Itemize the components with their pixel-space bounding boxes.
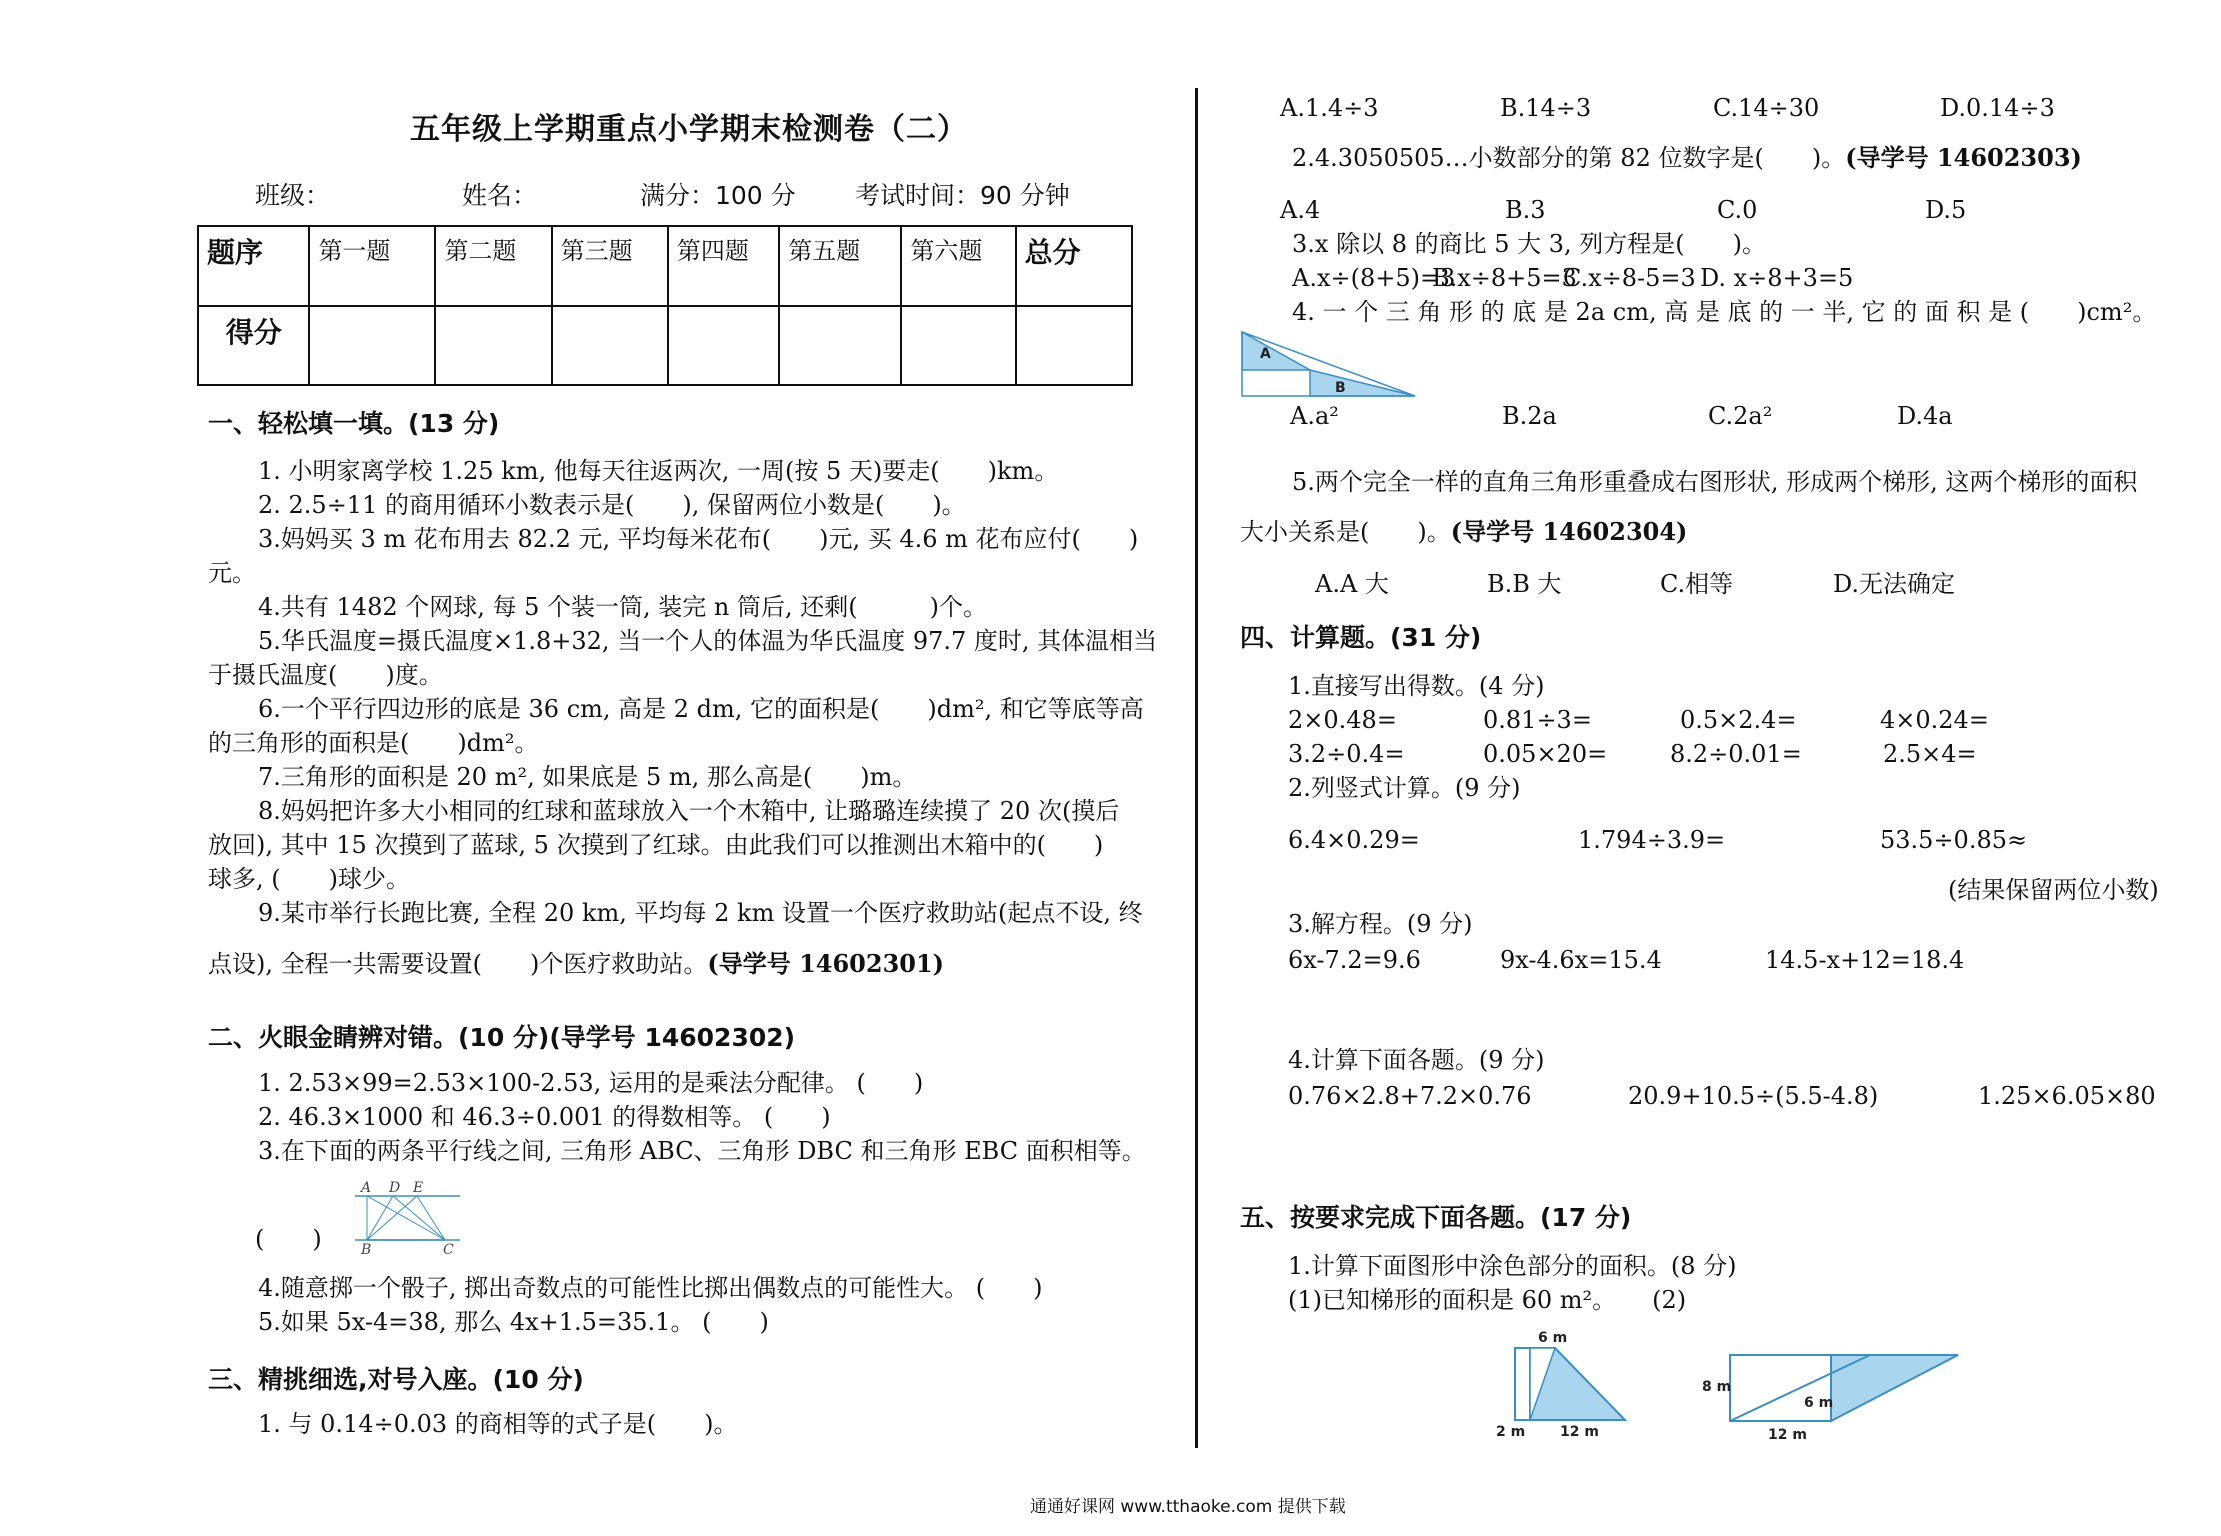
trapezoid-figure [1490,1330,1640,1440]
s1-q6: 6.一个平行四边形的底是 36 cm, 高是 2 dm, 它的面积是( )dm², 和它等底等高 [258,695,1144,723]
q3-option-c: C.x÷8-5=3 [1563,264,1696,292]
vertical-1: 6.4×0.29= [1288,826,1420,854]
label-d: D [389,1180,401,1196]
q2-option-b: B.3 [1505,196,1546,224]
header-cell: 题序 [198,226,309,306]
composite-figure [1700,1345,1960,1445]
s1-q7: 7.三角形的面积是 20 m², 如果底是 5 m, 那么高是( )m。 [258,763,917,791]
header-cell: 第一题 [309,226,435,306]
equation-2: 9x-4.6x=15.4 [1500,946,1662,974]
s1-q9-cont: 点设), 全程一共需要设置( )个医疗救助站。 [208,950,708,978]
row-label: 得分 [198,306,309,385]
calc-8: 2.5×4= [1883,740,1977,768]
s4-q2: 2.列竖式计算。(9 分) [1288,774,1521,802]
rounding-note: (结果保留两位小数) [1948,876,2159,904]
s1-q8-cont2: 球多, ( )球少。 [208,865,410,893]
header-cell: 第六题 [901,226,1015,306]
vertical-2: 1.794÷3.9= [1578,826,1726,854]
q2-option-d: D.5 [1925,196,1967,224]
expr-1: 0.76×2.8+7.2×0.76 [1288,1082,1532,1110]
s1-q5: 5.华氏温度=摄氏温度×1.8+32, 当一个人的体温为华氏温度 97.7 度时, 其体温相当 [258,627,1158,655]
label-8m: 8 m [1702,1379,1732,1395]
label-b: B [1335,380,1346,396]
label-12m: 12 m [1768,1427,1807,1443]
s4-q3: 3.解方程。(9 分) [1288,910,1473,938]
s4-q1: 1.直接写出得数。(4 分) [1288,672,1545,700]
q1-option-c: C.14÷30 [1713,94,1820,122]
s2-q3: 3.在下面的两条平行线之间, 三角形 ABC、三角形 DBC 和三角形 EBC 面积相等。 [258,1137,1146,1165]
label-e: E [413,1180,424,1196]
q2: 2.4.3050505…小数部分的第 82 位数字是( )。 [1292,144,1846,172]
header-cell: 第三题 [552,226,668,306]
s2-q1: 1. 2.53×99=2.53×100-2.53, 运用的是乘法分配律。 ( ) [258,1069,924,1097]
name-label: 姓名： [462,181,538,210]
s3-q1: 1. 与 0.14÷0.03 的商相等的式子是( )。 [258,1410,738,1438]
s1-q8-cont: 放回), 其中 15 次摸到了蓝球, 5 次摸到了红球。由此我们可以推测出木箱中的( ) [208,831,1104,859]
calc-2: 0.81÷3= [1483,706,1592,734]
parallel-lines-figure [355,1180,465,1258]
header-cell: 总分 [1016,226,1132,306]
score-cell[interactable] [435,306,551,385]
q3-option-b: B.x÷8+5=3 [1432,264,1577,292]
s2-q5: 5.如果 5x-4=38, 那么 4x+1.5=35.1。 ( ) [258,1308,769,1336]
calc-7: 8.2÷0.01= [1670,740,1802,768]
calc-4: 4×0.24= [1880,706,1989,734]
column-divider [1195,88,1198,1448]
section4-heading: 四、计算题。(31 分) [1240,623,1482,652]
q1-option-a: A.1.4÷3 [1280,94,1379,122]
full-score-label: 满分：100 分 [640,181,796,210]
class-label: 班级： [255,181,331,210]
score-cell[interactable] [901,306,1015,385]
exam-time-label: 考试时间：90 分钟 [855,181,1070,210]
q5-option-d: D.无法确定 [1833,570,1956,598]
q2-line [1292,142,2082,174]
calc-6: 0.05×20= [1483,740,1608,768]
s1-q8: 8.妈妈把许多大小相同的红球和蓝球放入一个木箱中, 让璐璐连续摸了 20 次(摸后 [258,797,1120,825]
section2-heading: 二、火眼金睛辨对错。(10 分)(导学号 14602302) [208,1023,796,1052]
header-cell: 第二题 [435,226,551,306]
calc-1: 2×0.48= [1288,706,1397,734]
page-title: 五年级上学期重点小学期末检测卷（二） [410,112,968,147]
label-2m: 2 m [1496,1424,1526,1440]
q5-option-b: B.B 大 [1487,570,1562,598]
s1-q1: 1. 小明家离学校 1.25 km, 他每天往返两次, 一周(按 5 天)要走( )km。 [258,457,1059,485]
q4: 4. 一 个 三 角 形 的 底 是 2a cm, 高 是 底 的 一 半, 它 的 面 积 是 ( )cm²。 [1292,298,2157,326]
q5-line2-wrap [1240,516,1687,548]
q2-option-c: C.0 [1717,196,1758,224]
s1-q9-line2 [208,948,944,980]
s1-q3: 3.妈妈买 3 m 花布用去 82.2 元, 平均每米花布( )元, 买 4.6 m 花布应付( ) [258,525,1139,553]
equation-3: 14.5-x+12=18.4 [1765,946,1965,974]
expr-3: 1.25×6.05×80 [1978,1082,2156,1110]
label-6m: 6 m [1538,1330,1568,1346]
s1-q6-cont: 的三角形的面积是( )dm²。 [208,729,539,757]
vertical-3: 53.5÷0.85≈ [1880,826,2028,854]
section1-heading: 一、轻松填一填。(13 分) [208,409,500,438]
s2-q3-answer: ( ) [255,1225,322,1253]
score-cell[interactable] [552,306,668,385]
q5-line1: 5.两个完全一样的直角三角形重叠成右图形状, 形成两个梯形, 这两个梯形的面积 [1292,468,2138,496]
s1-q3-cont: 元。 [208,559,256,587]
q5-line2: 大小关系是( )。 [1240,518,1451,546]
score-cell[interactable] [668,306,779,385]
calc-5: 3.2÷0.4= [1288,740,1405,768]
q1-option-d: D.0.14÷3 [1940,94,2055,122]
q5-option-a: A.A 大 [1315,570,1389,598]
q4-option-a: A.a² [1290,402,1339,430]
label-b: B [361,1242,372,1258]
label-12m: 12 m [1560,1424,1599,1440]
q3-option-a: A.x÷(8+5)=3 [1292,264,1456,292]
q4-option-d: D.4a [1897,402,1953,430]
overlapping-triangles-figure [1240,330,1420,400]
q1-option-b: B.14÷3 [1500,94,1592,122]
footer-credit: 通通好课网 www.tthaoke.com 提供下载 [1030,1497,1346,1517]
q4-option-b: B.2a [1502,402,1557,430]
label-6m: 6 m [1804,1395,1834,1411]
label-a: A [1260,346,1271,362]
s1-q2: 2. 2.5÷11 的商用循环小数表示是( ), 保留两位小数是( )。 [258,491,966,519]
q5-option-c: C.相等 [1660,570,1734,598]
expr-2: 20.9+10.5÷(5.5-4.8) [1628,1082,1879,1110]
score-cell[interactable] [1016,306,1132,385]
s1-q9: 9.某市举行长跑比赛, 全程 20 km, 平均每 2 km 设置一个医疗救助站(起点不设, 终 [258,899,1143,927]
s2-q2: 2. 46.3×1000 和 46.3÷0.001 的得数相等。 ( ) [258,1103,831,1131]
section5-heading: 五、按要求完成下面各题。(17 分) [1240,1203,1632,1232]
s1-q4: 4.共有 1482 个网球, 每 5 个装一筒, 装完 n 筒后, 还剩( )个。 [258,593,987,621]
s1-q5-cont: 于摄氏温度( )度。 [208,661,443,689]
s5-q1-sub: (1)已知梯形的面积是 60 m²。 (2) [1288,1286,1687,1314]
header-cell: 第四题 [668,226,779,306]
score-table [197,225,1133,386]
header-cell: 第五题 [779,226,901,306]
q2-ref: (导学号 14602303) [1845,143,2082,172]
s1-q9-ref: (导学号 14602301) [707,949,945,978]
equation-1: 6x-7.2=9.6 [1288,946,1421,974]
score-cell[interactable] [779,306,901,385]
label-c: C [443,1242,454,1258]
q2-option-a: A.4 [1280,196,1321,224]
q3: 3.x 除以 8 的商比 5 大 3, 列方程是( )。 [1292,230,1766,258]
q3-option-d: D. x÷8+3=5 [1700,264,1854,292]
calc-3: 0.5×2.4= [1680,706,1797,734]
score-cell[interactable] [309,306,435,385]
q5-ref: (导学号 14602304) [1450,517,1688,546]
section3-heading: 三、精挑细选,对号入座。(10 分) [208,1365,584,1394]
s2-q4: 4.随意掷一个骰子, 掷出奇数点的可能性比掷出偶数点的可能性大。 ( ) [258,1274,1043,1302]
label-a: A [361,1180,372,1196]
q4-option-c: C.2a² [1708,402,1773,430]
s4-q4: 4.计算下面各题。(9 分) [1288,1046,1545,1074]
s5-q1: 1.计算下面图形中涂色部分的面积。(8 分) [1288,1252,1737,1280]
